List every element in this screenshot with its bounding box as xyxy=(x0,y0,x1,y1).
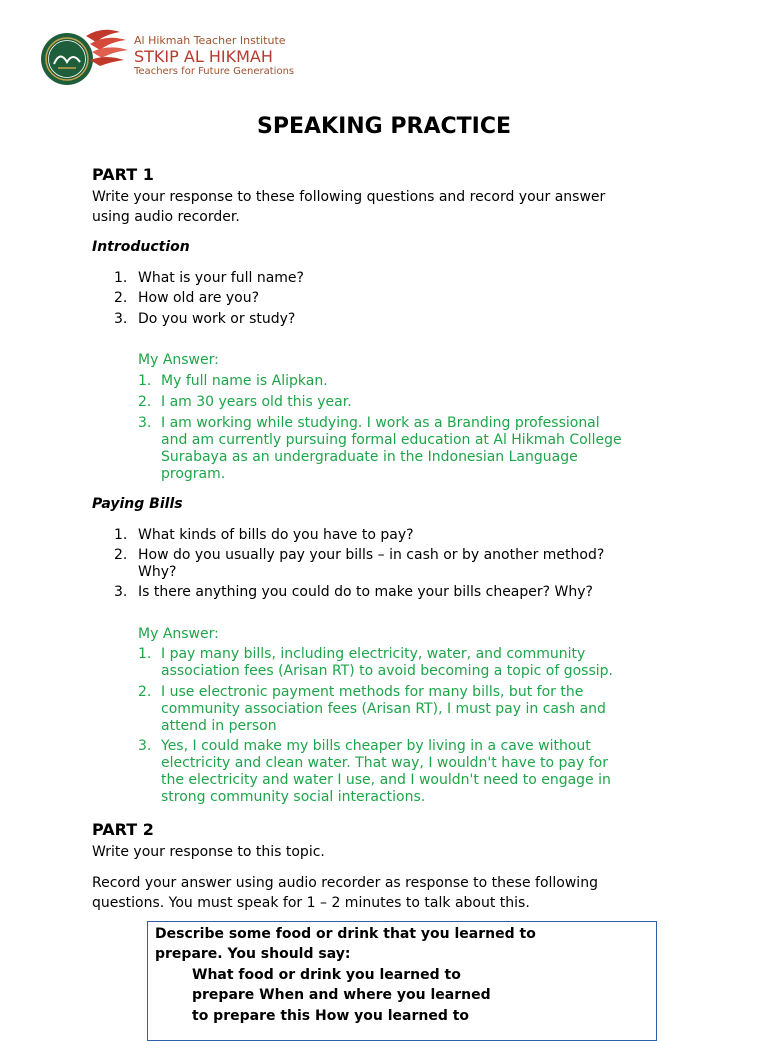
answer-line: Surabaya as an undergraduate in the Indonesian Language xyxy=(161,449,578,465)
question-number: 1. xyxy=(114,527,128,543)
institute-name: Al Hikmah Teacher Institute xyxy=(134,34,286,47)
answer-text xyxy=(161,394,674,411)
question-number: 3. xyxy=(114,584,128,600)
question-line: How do you usually pay your bills – in cash or by another method? xyxy=(138,547,605,563)
page-title: SPEAKING PRACTICE xyxy=(257,114,511,139)
tagline: Teachers for Future Generations xyxy=(134,66,295,78)
answer-number: 1. xyxy=(138,373,152,389)
answer-number: 2. xyxy=(138,684,152,700)
question-line: Why? xyxy=(138,564,177,580)
cue-card-line: What food or drink you learned to xyxy=(192,967,461,983)
answer-text xyxy=(161,646,674,680)
answer-label: My Answer: xyxy=(138,626,219,642)
answer-line: I use electronic payment methods for many bills, but for the xyxy=(161,684,584,700)
section-title-introduction: Introduction xyxy=(92,239,190,255)
answer-line: community association fees (Arisan RT), I must pay in cash and xyxy=(161,701,606,717)
question-number: 3. xyxy=(114,311,128,327)
question-text xyxy=(138,547,678,581)
answer-line: I am 30 years old this year. xyxy=(161,394,352,410)
answer-text xyxy=(161,684,674,735)
part1-heading: PART 1 xyxy=(92,165,154,184)
answer-line: the electricity and water I use, and I wouldn't need to engage in xyxy=(161,772,611,788)
answer-text xyxy=(161,373,674,390)
answer-text xyxy=(161,738,674,806)
cue-card-line: prepare When and where you learned xyxy=(192,987,491,1003)
answer-number: 3. xyxy=(138,415,152,431)
answer-number: 3. xyxy=(138,738,152,754)
cue-card-line: to prepare this How you learned to xyxy=(192,1008,470,1024)
question-text: What is your full name? xyxy=(138,270,304,286)
question-number: 2. xyxy=(114,290,128,306)
answer-number: 2. xyxy=(138,394,152,410)
question-text: Do you work or study? xyxy=(138,311,296,327)
cue-card-line: Describe some food or drink that you learned to xyxy=(155,926,536,942)
answer-line: I am working while studying. I work as a Branding professional xyxy=(161,415,600,431)
question-text: How old are you? xyxy=(138,290,260,306)
answer-line: association fees (Arisan RT) to avoid becoming a topic of gossip. xyxy=(161,663,613,679)
answer-line: strong community social interactions. xyxy=(161,789,426,805)
instruction-line: using audio recorder. xyxy=(92,209,240,225)
question-text: What kinds of bills do you have to pay? xyxy=(138,527,414,543)
answer-line: electricity and clean water. That way, I wouldn't have to pay for xyxy=(161,755,608,771)
answer-line: program. xyxy=(161,466,226,482)
record-line: Record your answer using audio recorder as response to these following xyxy=(92,875,598,891)
part2-instruction: Write your response to this topic. xyxy=(92,844,325,860)
section-title-paying-bills: Paying Bills xyxy=(92,496,183,512)
answer-line: Yes, I could make my bills cheaper by living in a cave without xyxy=(161,738,591,754)
part1-instruction xyxy=(92,187,692,227)
question-text: Is there anything you could do to make your bills cheaper? Why? xyxy=(138,584,593,600)
college-name: STKIP AL HIKMAH xyxy=(134,46,273,66)
question-number: 2. xyxy=(114,547,128,563)
question-number: 1. xyxy=(114,270,128,286)
answer-line: My full name is Alipkan. xyxy=(161,373,328,389)
answer-line: and am currently pursuing formal education at Al Hikmah College xyxy=(161,432,622,448)
cue-card-line: prepare. You should say: xyxy=(155,946,351,962)
answer-label: My Answer: xyxy=(138,352,219,368)
part2-heading: PART 2 xyxy=(92,820,154,839)
part2-record-instruction xyxy=(92,873,692,913)
logo-text xyxy=(134,35,294,78)
college-emblem-icon xyxy=(41,30,128,85)
answer-number: 1. xyxy=(138,646,152,662)
cue-card-box xyxy=(147,921,657,1041)
answer-line: I pay many bills, including electricity, water, and community xyxy=(161,646,586,662)
answer-line: attend in person xyxy=(161,718,277,734)
instruction-line: Write your response to these following questions and record your answer xyxy=(92,189,606,205)
record-line: questions. You must speak for 1 – 2 minutes to talk about this. xyxy=(92,895,530,911)
answer-text xyxy=(161,415,674,483)
